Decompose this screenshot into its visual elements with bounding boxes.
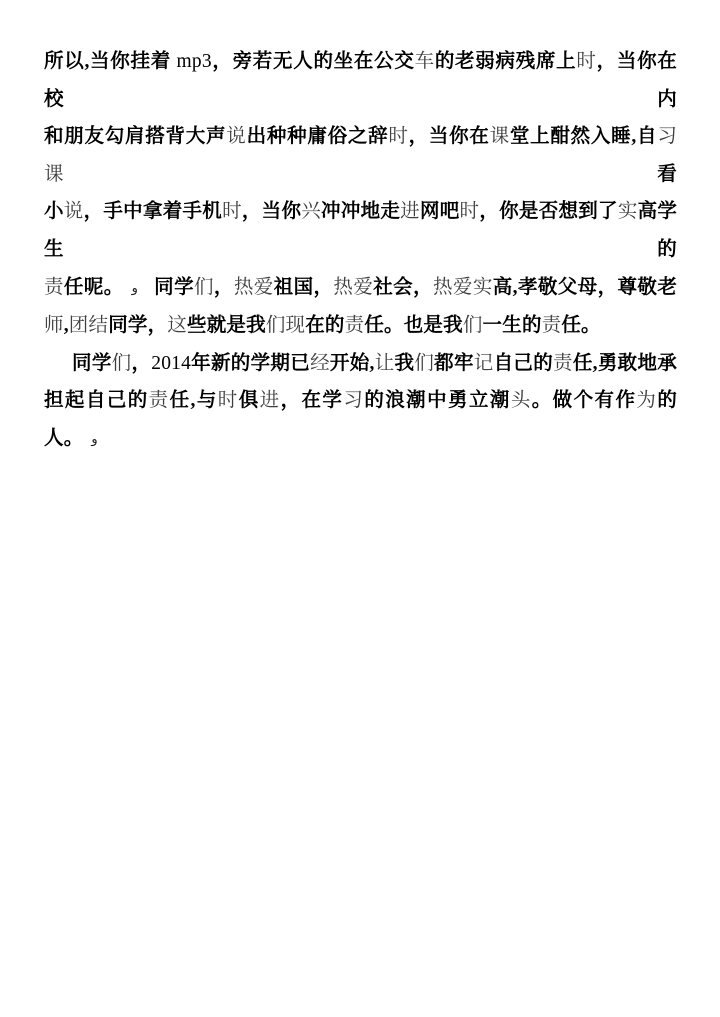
text-segment: 进 xyxy=(259,390,281,412)
text-segment: 经 xyxy=(310,352,330,374)
text-segment: ， xyxy=(213,276,234,298)
text-segment: 担起自己的 xyxy=(44,390,149,412)
text-segment: mp3 xyxy=(176,51,212,72)
text-segment: 任,勇敢地承 xyxy=(572,352,677,374)
text-segment: 课 xyxy=(489,126,510,148)
paragraph-line xyxy=(44,118,677,193)
text-gap-spacer xyxy=(138,291,154,293)
text-segment: 所以,当你挂着 xyxy=(44,51,177,72)
text-segment: 师 xyxy=(44,315,64,337)
text-segment: 为 xyxy=(636,390,658,412)
paragraph-return-mark-icon: و xyxy=(131,280,138,296)
text-segment: ，你是否想到了 xyxy=(479,201,618,223)
text-segment: 们 xyxy=(462,315,483,337)
paragraph-line xyxy=(44,345,677,383)
text-segment: 进 xyxy=(400,201,420,223)
text-segment: 社会， xyxy=(373,276,433,298)
text-segment: 习 xyxy=(343,390,365,412)
text-segment: 高学生的 xyxy=(44,201,678,260)
text-segment: 热爱实 xyxy=(433,276,493,298)
text-segment: 这 xyxy=(167,315,187,337)
text-segment: 些就是我 xyxy=(187,315,266,337)
text-segment: 俱 xyxy=(238,390,260,412)
text-segment: 自己的 xyxy=(493,352,554,374)
paragraph-return-mark-icon: و xyxy=(91,431,98,447)
text-segment: 祖国， xyxy=(273,276,334,298)
text-segment: 出种种庸俗之辞 xyxy=(246,126,389,148)
text-segment: ，当你在 xyxy=(408,126,490,148)
text-segment: 让 xyxy=(374,352,395,374)
text-segment: 们 xyxy=(414,352,435,374)
text-segment: 同学， xyxy=(108,315,168,337)
text-segment: 小 xyxy=(44,201,64,223)
paragraph-line xyxy=(44,193,677,268)
document-text-block xyxy=(44,43,677,459)
paragraph-line xyxy=(44,43,677,118)
text-segment: 时 xyxy=(217,390,239,412)
text-segment: 责 xyxy=(148,390,170,412)
text-segment: 在的 xyxy=(305,315,345,337)
text-segment: 同学 xyxy=(72,352,112,374)
text-segment: 堂上酣然入睡,自 xyxy=(509,126,658,148)
text-segment: ，旁若无人的坐在公交 xyxy=(211,51,415,72)
text-segment: ，手中拿着手机 xyxy=(83,201,223,223)
text-segment: 时 xyxy=(388,126,409,148)
text-segment: 我 xyxy=(394,352,415,374)
text-segment: 热爱 xyxy=(233,276,274,298)
text-segment: 同学 xyxy=(153,276,194,298)
text-segment: , xyxy=(63,315,69,337)
text-segment: 兴 xyxy=(301,201,322,223)
text-segment: 高,孝敬父母，尊敬老 xyxy=(492,276,678,298)
text-segment: 开始, xyxy=(329,352,375,374)
text-gap-spacer xyxy=(124,291,132,293)
text-segment: 时 xyxy=(459,201,480,223)
text-segment: 任。也是我 xyxy=(364,315,463,337)
text-segment: 冲冲地走 xyxy=(321,201,401,223)
text-segment: ，当你在校内 xyxy=(44,51,677,110)
text-segment: 一生的 xyxy=(482,315,542,337)
text-segment: 任,与 xyxy=(169,390,218,412)
text-segment: 网吧 xyxy=(419,201,460,223)
text-segment: ， xyxy=(131,352,152,374)
text-segment: 记 xyxy=(473,352,494,374)
text-segment: 责 xyxy=(44,276,64,298)
text-segment: 责 xyxy=(344,315,365,337)
text-segment: 和朋友勾肩搭背大声 xyxy=(44,126,227,148)
text-segment: 时 xyxy=(222,201,242,223)
text-segment: 习课 xyxy=(44,126,678,185)
text-segment: 们 xyxy=(111,352,132,374)
text-segment: 的老弱病残席上 xyxy=(434,51,577,72)
text-segment: 团结 xyxy=(68,315,109,337)
text-segment: 的浪潮中勇立潮 xyxy=(364,390,511,412)
paragraph-line xyxy=(44,382,677,458)
text-segment: 说 xyxy=(63,201,84,223)
text-segment: 任呢。 xyxy=(63,276,124,298)
text-segment: ，当你 xyxy=(241,201,302,223)
paragraph-line xyxy=(44,307,677,345)
text-segment: 说 xyxy=(226,126,247,148)
text-segment: 看 xyxy=(657,163,677,185)
text-segment: 责 xyxy=(553,352,573,374)
text-segment: 都牢 xyxy=(434,352,474,374)
text-segment: 热爱 xyxy=(333,276,374,298)
text-segment: 年新的学期已 xyxy=(191,352,311,374)
text-segment: 实 xyxy=(617,201,638,223)
text-segment: ，在学 xyxy=(280,390,344,412)
paragraph-line xyxy=(44,269,677,308)
text-segment: 。做个有作 xyxy=(531,390,637,412)
text-segment: 责 xyxy=(541,315,562,337)
text-segment: 车 xyxy=(414,51,435,72)
text-segment: 2014 xyxy=(151,352,192,374)
text-segment: 任。 xyxy=(561,315,601,337)
text-segment: 的人。 xyxy=(44,390,678,449)
text-segment: 们现 xyxy=(265,315,306,337)
text-segment: 们 xyxy=(194,276,214,298)
text-segment: 时 xyxy=(576,51,597,72)
text-segment: 头 xyxy=(510,390,532,412)
